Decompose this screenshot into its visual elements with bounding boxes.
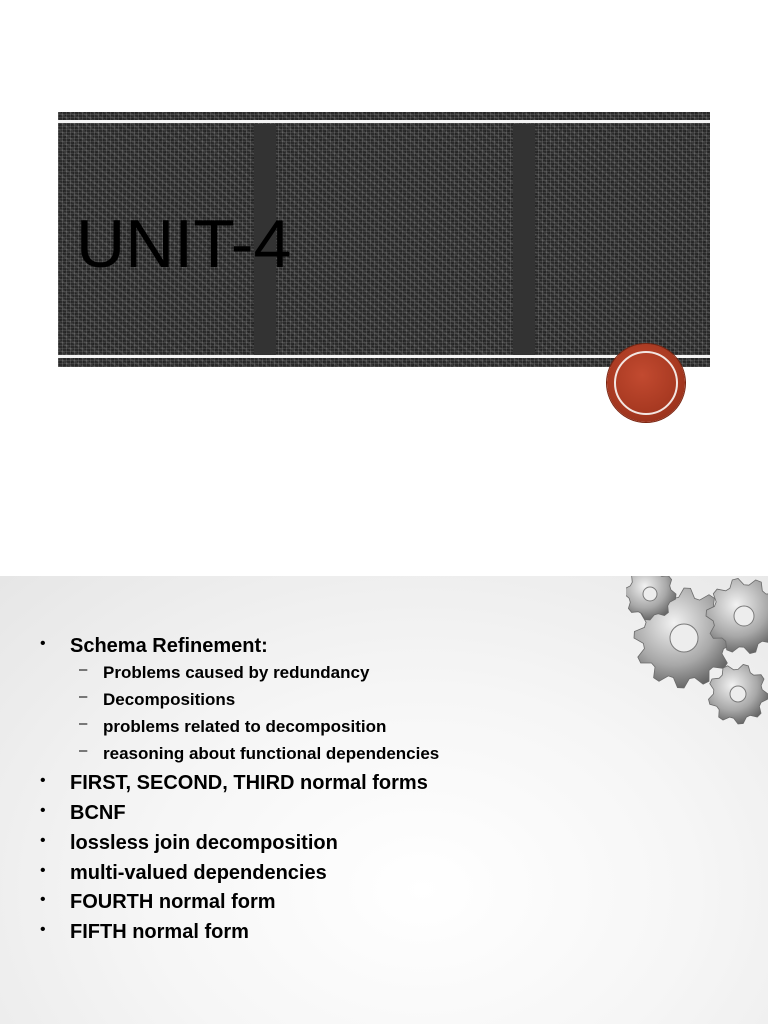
- bullet-marker: •: [40, 772, 46, 789]
- banner-band: [513, 124, 535, 355]
- sub-bullet-marker: –: [79, 661, 88, 678]
- bullet-marker: •: [40, 635, 46, 652]
- sub-bullet-marker: –: [79, 688, 88, 705]
- slide-title: UNIT-4: [76, 206, 292, 282]
- bullet-item: Schema Refinement:: [70, 635, 268, 657]
- banner-top-line: [58, 120, 710, 123]
- gears-icon: [626, 576, 768, 726]
- gear-shape: [709, 665, 768, 725]
- bullet-item: BCNF: [70, 802, 126, 824]
- sub-bullet-item: Problems caused by redundancy: [103, 663, 370, 682]
- bullet-marker: •: [40, 891, 46, 908]
- sub-bullet-marker: –: [79, 715, 88, 732]
- sub-bullet-item: reasoning about functional dependencies: [103, 744, 440, 763]
- sub-bullet-item: Decompositions: [103, 690, 236, 709]
- bullet-item: multi-valued dependencies: [70, 862, 327, 884]
- bullet-item: lossless join decomposition: [70, 832, 338, 854]
- content-slide: [0, 576, 768, 1024]
- bullet-item: FOURTH normal form: [70, 891, 276, 913]
- bullet-item: FIFTH normal form: [70, 921, 249, 943]
- circle-badge-icon: [607, 344, 685, 422]
- sub-bullet-item: problems related to decomposition: [103, 717, 387, 736]
- title-banner: [58, 112, 710, 367]
- banner-bottom-line: [58, 355, 710, 358]
- sub-bullet-marker: –: [79, 742, 88, 759]
- bullet-marker: •: [40, 832, 46, 849]
- bullet-marker: •: [40, 921, 46, 938]
- bullet-item: FIRST, SECOND, THIRD normal forms: [70, 772, 428, 794]
- bullet-marker: •: [40, 862, 46, 879]
- bullet-marker: •: [40, 802, 46, 819]
